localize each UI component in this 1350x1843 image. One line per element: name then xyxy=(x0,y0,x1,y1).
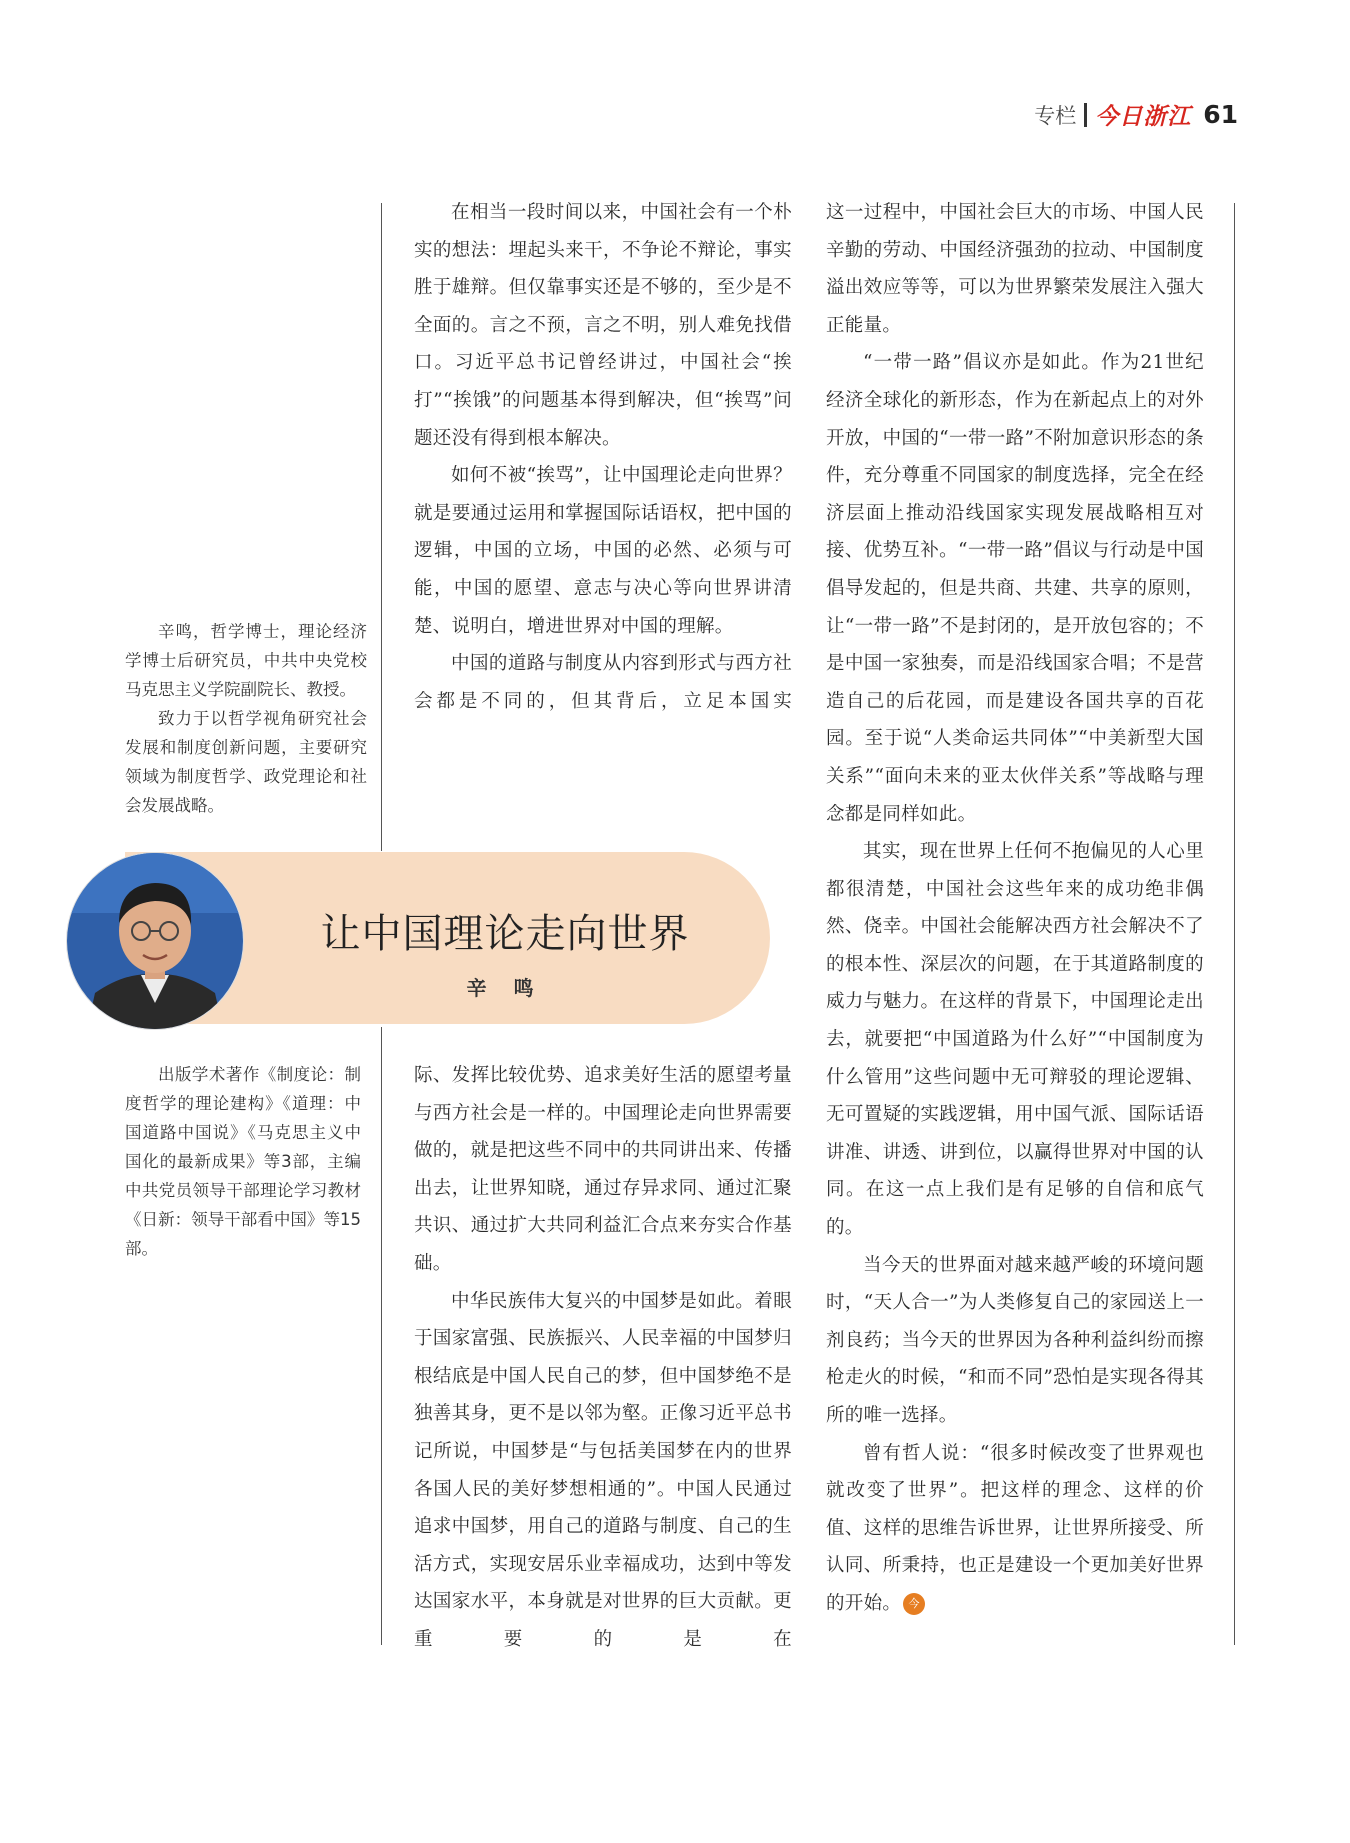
author-photo xyxy=(66,852,244,1030)
bio-paragraph: 辛鸣，哲学博士，理论经济学博士后研究员，中共中央党校马克思主义学院副院长、教授。 xyxy=(125,622,367,699)
column-divider-right xyxy=(1234,203,1235,1645)
body-paragraph: “一带一路”倡议亦是如此。作为21世纪经济全球化的新形态，作为在新起点上的对外开放，中国的“一带一路”不附加意识形态的条件，充分尊重不同国家的制度选择，完全在经济层面上推动沿线国家实现发展战略相互对接、优势互补。“一带一路”倡议与行动是中国倡导发起的，但是共商、共建、共享的原则，让“一带一路”不是封闭的，是开放包容的；不是中国一家独奏，而是沿线国家合唱；不是营造自己的后花园，而是建设各国共享的百花园。至于说“人类命运共同体”“中美新型大国关系”“面向未来的亚太伙伴关系”等战略与理念都是同样如此。 xyxy=(826,352,1204,825)
body-paragraph: 其实，现在世界上任何不抱偏见的人心里都很清楚，中国社会这些年来的成功绝非偶然、侥幸。中国社会能解决西方社会解决不了的根本性、深层次的问题，在于其道路制度的威力与魅力。在这样的背景下，中国理论走出去，就要把“中国道路为什么好”“中国制度为什么管用”这些问题中无可辩驳的理论逻辑、无可置疑的实践逻辑，用中国气派、国际话语讲准、讲透、讲到位，以赢得世界对中国的认同。在这一点上我们是有足够的自信和底气的。 xyxy=(826,841,1204,1239)
magazine-logo: 今日浙江 xyxy=(1095,104,1192,130)
body-paragraph: 在相当一段时间以来，中国社会有一个朴实的想法：埋起头来干，不争论不辩论，事实胜于雄辩。但仅靠事实还是不够的，至少是不全面的。言之不预，言之不明，别人难免找借口。习近平总书记曾经讲过，中国社会“挨打”“挨饿”的问题基本得到解决，但“挨骂”问题还没有得到根本解决。 xyxy=(414,202,792,449)
body-paragraph: 这一过程中，中国社会巨大的市场、中国人民辛勤的劳动、中国经济强劲的拉动、中国制度溢出效应等等，可以为世界繁荣发展注入强大正能量。 xyxy=(826,202,1204,336)
body-paragraph: 当今天的世界面对越来越严峻的环境问题时，“天人合一”为人类修复自己的家园送上一剂良药；当今天的世界因为各种利益纠纷而擦枪走火的时候，“和而不同”恐怕是实现各得其所的唯一选择。 xyxy=(826,1254,1204,1426)
body-paragraph: 如何不被“挨骂”，让中国理论走向世界？就是要通过运用和掌握国际话语权，把中国的逻辑，中国的立场，中国的必然、必须与可能，中国的愿望、意志与决心等向世界讲清楚、说明白，增进世界对中国的理解。 xyxy=(414,465,792,637)
page-header xyxy=(1034,98,1238,131)
page-number: 61 xyxy=(1203,100,1238,129)
article-author: 辛 鸣 xyxy=(466,976,544,1000)
bio-paragraph: 致力于以哲学视角研究社会发展和制度创新问题，主要研究领域为制度哲学、政党理论和社会发展战略。 xyxy=(125,709,367,815)
body-paragraph: 中华民族伟大复兴的中国梦是如此。着眼于国家富强、民族振兴、人民幸福的中国梦归根结底是中国人民自己的梦，但中国梦绝不是独善其身，更不是以邻为壑。正像习近平总书记所说，中国梦是“与包括美国梦在内的世界各国人民的美好梦想相通的”。中国人民通过追求中国梦，用自己的道路与制度、自己的生活方式，实现安居乐业幸福成功，达到中等发达国家水平，本身就是对世界的巨大贡献。更重要的是在 xyxy=(414,1290,792,1650)
author-publications xyxy=(125,1060,361,1263)
article-title: 让中国理论走向世界 xyxy=(320,911,690,957)
bio-paragraph: 出版学术著作《制度论：制度哲学的理论建构》《道理：中国道路中国说》《马克思主义中国化的最新成果》等3部，主编中共党员领导干部理论学习教材《日新：领导干部看中国》等15部。 xyxy=(125,1065,361,1258)
section-label: 专栏 xyxy=(1034,103,1077,128)
article-end-mark-icon: 今 xyxy=(903,1593,925,1615)
column-divider-left xyxy=(381,203,382,851)
header-divider xyxy=(1084,103,1087,127)
author-bio xyxy=(125,617,367,820)
closing-paragraph-text: 曾有哲人说：“很多时候改变了世界观也就改变了世界”。把这样的理念、这样的价值、这样的思维告诉世界，让世界所接受、所认同、所秉持，也正是建设一个更加美好世界的开始。 xyxy=(826,1442,1204,1614)
body-column-1-bottom xyxy=(414,1057,792,1659)
body-paragraph: 中国的道路与制度从内容到形式与西方社会都是不同的，但其背后，立足本国实 xyxy=(414,653,792,712)
body-paragraph xyxy=(826,1435,1204,1623)
body-column-2 xyxy=(826,194,1204,1623)
author-portrait-icon xyxy=(67,853,243,1029)
body-column-1-top xyxy=(414,194,792,720)
column-divider-left-lower xyxy=(381,1027,382,1645)
body-paragraph: 际、发挥比较优势、追求美好生活的愿望考量与西方社会是一样的。中国理论走向世界需要做的，就是把这些不同中的共同讲出来、传播出去，让世界知晓，通过存异求同、通过汇聚共识、通过扩大共同利益汇合点来夯实合作基础。 xyxy=(414,1065,792,1274)
